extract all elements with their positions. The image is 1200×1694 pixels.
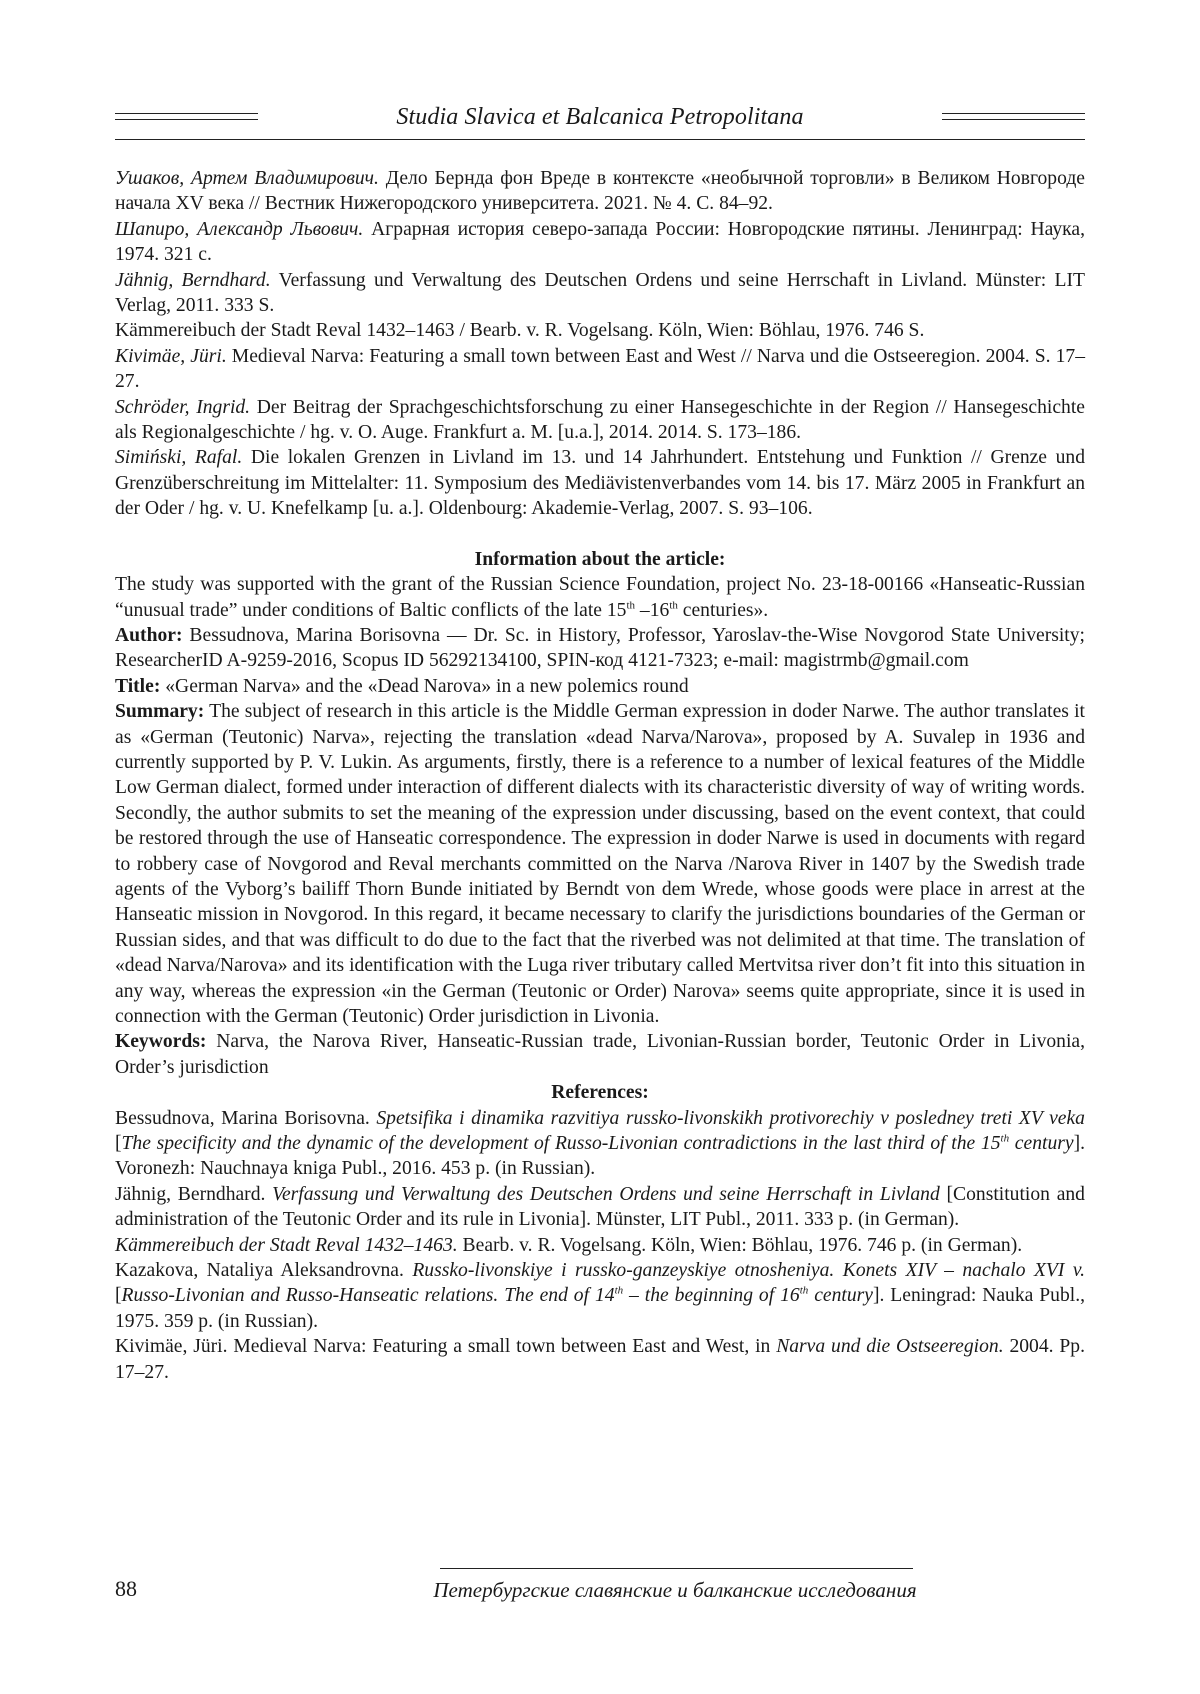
header-double-rule-right	[942, 113, 1085, 120]
references-heading: References:	[551, 1082, 649, 1104]
bib-text: Дело Бернда фон Вреде в контексте «необычной торговли» в Великом Новгороде начала XV века // Вестник Нижегородского университета. 2021. № 4. С. 84–92.	[115, 168, 1085, 215]
bib-text: Kämmereibuch der Stadt Reval 1432–1463 / Bearb. v. R. Vogelsang. Köln, Wien: Böhlau, 1976. 746 S.	[115, 320, 925, 342]
bib-entry	[115, 217, 1085, 268]
bib-entry	[115, 395, 1085, 446]
bib-text: Die lokalen Grenzen in Livland im 13. und 14 Jahrhundert. Entstehung und Funktion // Grenze und Grenzüberschreitung im Mittelalter: 11. Symposium des Mediävistenverbandes vom 14. bis 17. März 2005 in Frankfurt an der Oder / hg. v. U. Knefelkamp [u. a.]. Oldenbourg: Akademie-Verlag, 2007. S. 93–106.	[115, 447, 1085, 520]
bib-entry	[115, 166, 1085, 217]
bib-author: Шапиро, Александр Львович.	[115, 218, 364, 240]
header-rule	[115, 139, 1085, 140]
bib-text: Verfassung und Verwaltung des Deutschen Ordens und seine Herrschaft in Livland. Münster: LIT Verlag, 2011. 333 S.	[115, 269, 1086, 317]
running-header	[115, 100, 1085, 142]
reference-entry: Bessudnova, Marina Borisovna. Spetsifika i dinamika razvitiya russko-livonskikh protivorechiy v posledney treti XV veka [The specificity and the dynamic of the development of Russo-Livonian contradictions in the last third of the 15th century]. Voronezh: Nauchnaya kniga Publ., 2016. 453 p. (in Russian).	[115, 1107, 1086, 1180]
author-text: Bessudnova, Marina Borisovna — Dr. Sc. in History, Professor, Yaroslav-the-Wise Novgorod State University; ResearcherID A-9259-2016, Scopus ID 56292134100, SPIN-код 4121-7323; e-mail: magistrmb@gmail.com	[115, 624, 1085, 672]
bib-entry	[115, 318, 1085, 343]
bib-author: Kivimäe, Jüri.	[115, 345, 227, 367]
grant-statement: The study was supported with the grant of the Russian Science Foundation, project No. 23-18-00166 «Hanseatic-Russian “unusual trade” under conditions of Baltic conflicts of the late 15th –16th centuries».	[115, 574, 1085, 621]
running-footer	[115, 1568, 1085, 1608]
reference-entry: Kämmereibuch der Stadt Reval 1432–1463. Bearb. v. R. Vogelsang. Köln, Wien: Böhlau, 1976. 746 p. (in German).	[115, 1234, 1023, 1256]
keywords-text: Narva, the Narova River, Hanseatic-Russian trade, Livonian-Russian border, Teutonic Order in Livonia, Order’s jurisdiction	[115, 1031, 1085, 1078]
page-body	[115, 166, 1085, 1385]
bib-author: Schröder, Ingrid.	[115, 396, 251, 418]
bib-entry	[115, 344, 1085, 395]
bibliography-list	[115, 166, 1085, 522]
bib-text: Аграрная история северо-запада России: Новгородские пятины. Ленинград: Наука, 1974. 321 с.	[115, 218, 1085, 266]
summary-label: Summary:	[115, 701, 205, 723]
reference-entry: Kivimäe, Jüri. Medieval Narva: Featuring a small town between East and West, in Narva und die Ostseeregion. 2004. Pp. 17–27.	[115, 1336, 1085, 1383]
summary-text: The subject of research in this article is the Middle German expression in doder Narwe. The author translates it as «German (Teutonic) Narva», rejecting the translation «dead Narva/Narova», proposed by A. Suvalep in 1936 and currently supported by P. V. Lukin. As arguments, firstly, there is a reference to a number of lexical features of the Middle Low German dialect, formed under interaction of different dialects with its characteristic diversity of way of writing words. Secondly, the author submits to set the meaning of the expression under discussing, based on the event context, that could be restored through the use of Hanseatic correspondence. The expression in doder Narwe is used in documents with regard to robbery case of Novgorod and Reval merchants committed on the Narva /Narova River in 1407 by the Swedish trade agents of the Vyborg’s bailiff Thorn Bunde initiated by Berndt von dem Wrede, whose goods were place in arrest at the Hanseatic mission in Novgorod. In this regard, it became necessary to clarify the jurisdictions boundaries of the German or Russian sides, and that was difficult to do due to the fact that the riverbed was not delimited at that time. The translation of «dead Narva/Narova» and its identification with the Luga river tributary called Mertvitsa river don’t fit into this situation in any way, whereas the expression «in the German (Teutonic or Order) Narova» seems quite appropriate, since it is used in connection with the German (Teutonic) Order jurisdiction in Livonia.	[115, 701, 1085, 1027]
bib-author: Jähnig, Berndhard.	[115, 269, 271, 291]
bib-text: Der Beitrag der Sprachgeschichtsforschung zu einer Hansegeschichte in der Region // Hansegeschichte als Regionalgeschichte / hg. v. O. Auge. Frankfurt a. M. [u.a.], 2014. 2014. S. 173–186.	[115, 396, 1085, 444]
bib-text: Medieval Narva: Featuring a small town between East and West // Narva und die Ostseeregion. 2004. S. 17–27.	[115, 345, 1085, 393]
author-info	[115, 623, 1085, 674]
article-title	[115, 674, 1085, 699]
journal-title-ru: Петербургские славянские и балканские исследования	[433, 1578, 917, 1602]
reference-entry: Jähnig, Berndhard. Verfassung und Verwaltung des Deutschen Ordens und seine Herrschaft in Livland [Constitution and administration of the Teutonic Order and its rule in Livonia]. Münster, LIT Publ., 2011. 333 p. (in German).	[115, 1183, 1085, 1231]
keywords	[115, 1029, 1085, 1080]
bib-entry	[115, 268, 1085, 319]
info-heading: Information about the article:	[474, 548, 726, 570]
reference-entry: Kazakova, Nataliya Aleksandrovna. Russko-livonskiye i russko-ganzeyskiye otnosheniya. Konets XIV – nachalo XVI v. [Russo-Livonian and Russo-Hanseatic relations. The end of 14th – the beginning of 16th century]. Leningrad: Nauka Publ., 1975. 359 p. (in Russian).	[115, 1260, 1085, 1332]
summary	[115, 699, 1085, 1029]
title-text: «German Narva» and the «Dead Narova» in a new polemics round	[160, 675, 689, 697]
bib-author: Simiński, Rafal.	[115, 447, 243, 469]
journal-title: Studia Slavica et Balcanica Petropolitana	[396, 104, 804, 130]
title-label: Title:	[115, 675, 161, 697]
page-number: 88	[115, 1576, 137, 1601]
footer-rule	[440, 1568, 913, 1569]
bib-author: Ушаков, Артем Владимирович.	[115, 168, 379, 189]
author-label: Author:	[115, 624, 183, 646]
bib-entry	[115, 445, 1085, 521]
keywords-label: Keywords:	[115, 1031, 207, 1053]
